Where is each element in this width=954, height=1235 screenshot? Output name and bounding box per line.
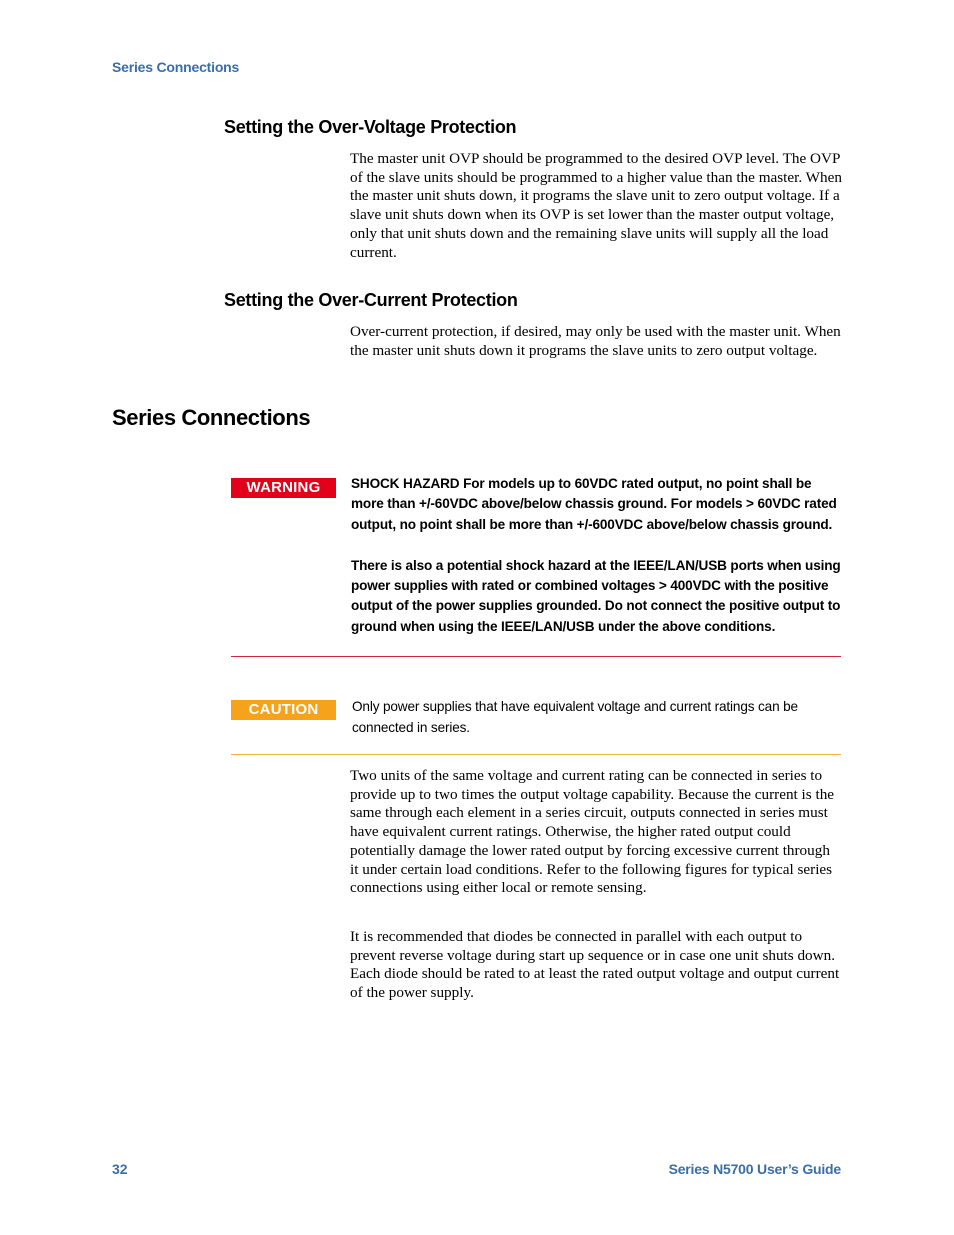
running-header: Series Connections <box>112 59 240 75</box>
ovp-paragraph: The master unit OVP should be programmed to the desired OVP level. The OVP of the slave units should be programmed to a higher value than the master. When the master unit shuts down, it programs the slave unit to zero output voltage. If a slave unit shuts down when its OVP is set lower than the master output voltage, only that unit shuts down and the remaining slave units will supply all the load current. <box>350 150 842 261</box>
caution-text: Only power supplies that have equivalent voltage and current ratings can be connected in series. <box>352 699 798 735</box>
ovp-heading: Setting the Over-Voltage Protection <box>224 117 517 137</box>
ocp-paragraph: Over-current protection, if desired, may only be used with the master unit. When the master unit shuts down it programs the slave units to zero output voltage. <box>350 323 841 359</box>
warning-text <box>351 474 845 658</box>
warning-paragraph-1: SHOCK HAZARD For models up to 60VDC rated output, no point shall be more than +/-60VDC above/below chassis ground. For models > 60VDC rated output, no point shall be more than +/-600VDC above/below chassis ground. <box>351 476 837 532</box>
caution-divider <box>231 754 841 755</box>
caution-label: CAUTION <box>231 700 336 720</box>
warning-paragraph-2: There is also a potential shock hazard at the IEEE/LAN/USB ports when using power supplies with rated or combined voltages > 400VDC with the positive output of the power supplies grounded. Do not connect the positive output to ground when using the IEEE/LAN/USB under the above conditions. <box>351 557 841 634</box>
warning-label: WARNING <box>231 478 336 498</box>
guide-title: Series N5700 User’s Guide <box>668 1161 841 1177</box>
series-paragraph-2: It is recommended that diodes be connected in parallel with each output to prevent reverse voltage during start up sequence or in case one unit shuts down. Each diode should be rated to at least the rated output voltage and output current of the power supply. <box>350 928 840 1002</box>
page-number: 32 <box>112 1161 128 1177</box>
ocp-heading: Setting the Over-Current Protection <box>224 290 518 310</box>
series-paragraph-1: Two units of the same voltage and current rating can be connected in series to provide up to two times the output voltage capability. Because the current is the same through each element in a series circuit, outputs connected in series must have equivalent current ratings. Otherwise, the higher rated output could potentially damage the lower rated output by forcing excessive current through it under certain load conditions. Refer to the following figures for typical series connections using either local or remote sensing. <box>350 767 835 897</box>
series-connections-heading: Series Connections <box>112 405 311 430</box>
warning-divider <box>231 656 841 657</box>
